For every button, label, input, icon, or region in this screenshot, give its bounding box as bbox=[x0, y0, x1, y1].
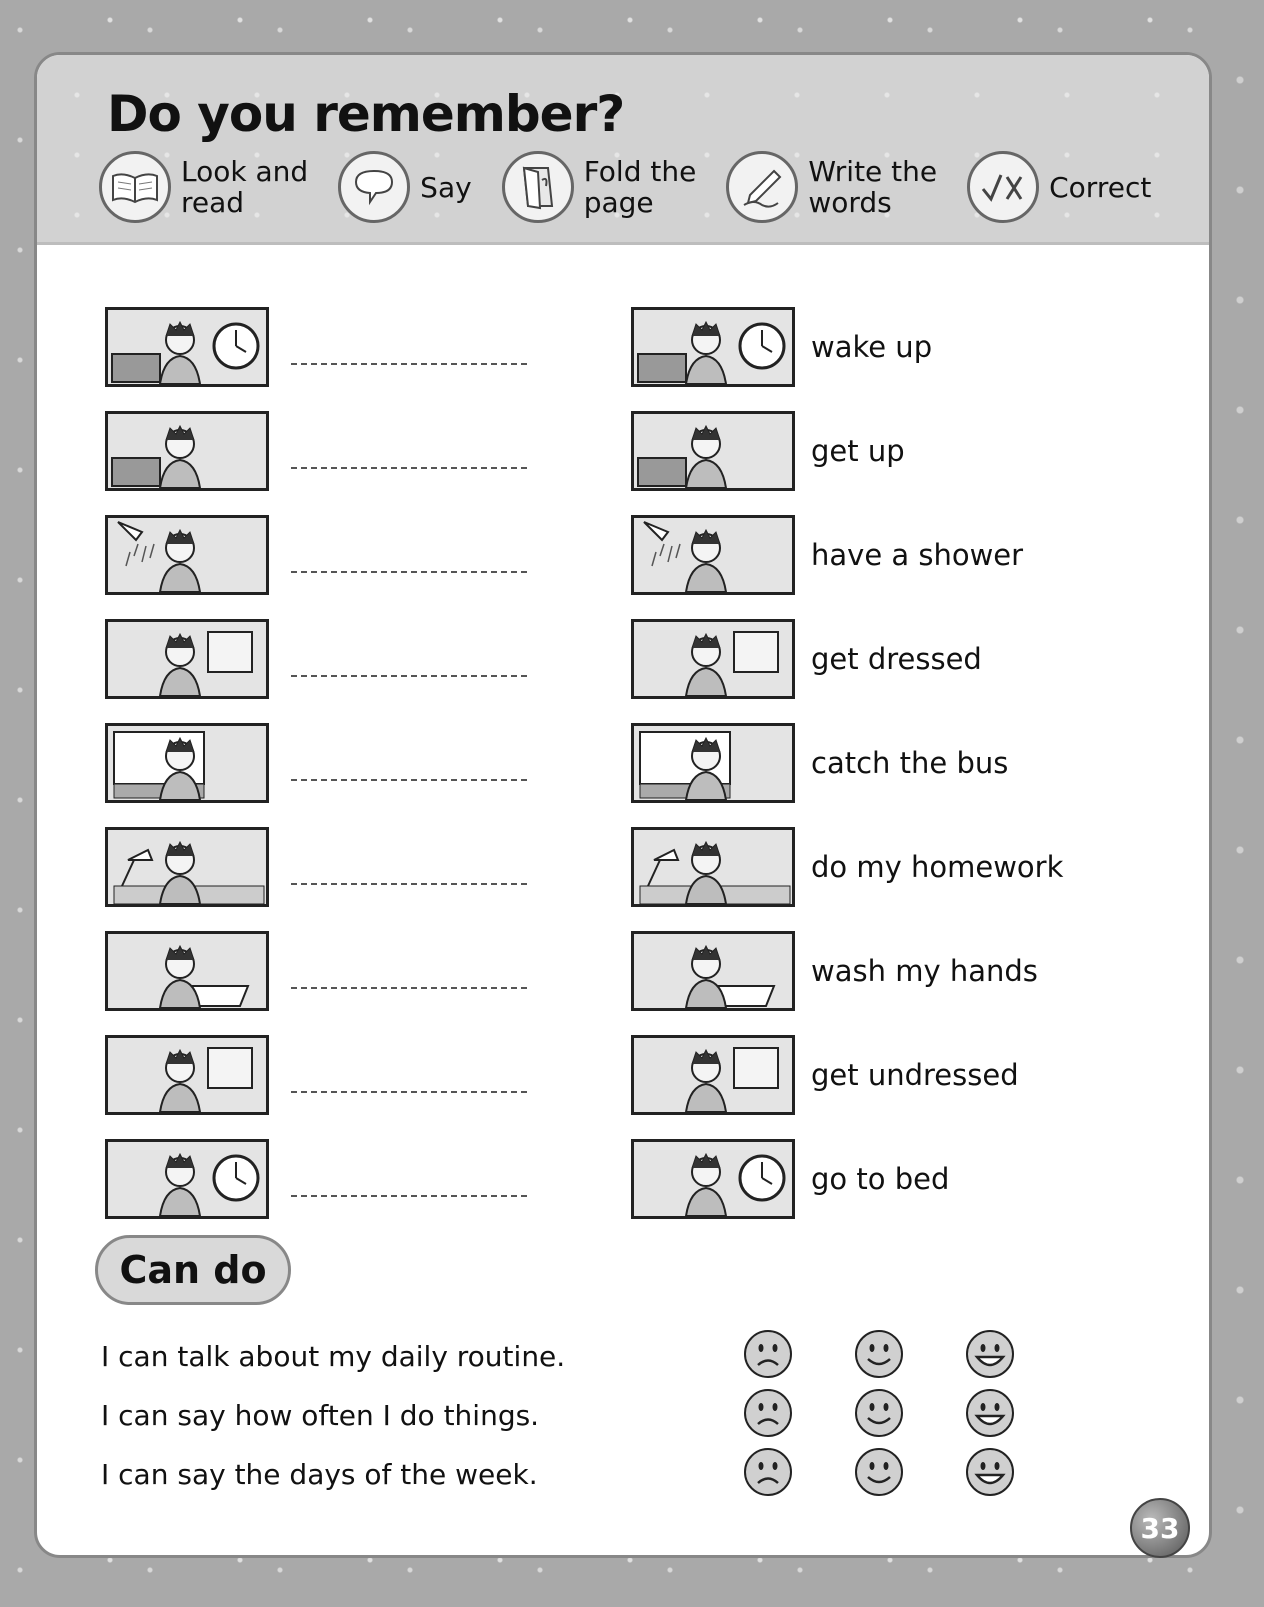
activity-phrase: do my homework bbox=[811, 850, 1064, 884]
write-row bbox=[105, 515, 527, 595]
step-label: Look and read bbox=[181, 155, 309, 219]
answer-row bbox=[631, 307, 932, 387]
activity-picture bbox=[631, 723, 795, 803]
write-row bbox=[105, 931, 527, 1011]
answer-line[interactable] bbox=[291, 571, 527, 573]
activity-phrase: get dressed bbox=[811, 642, 982, 676]
answer-line[interactable] bbox=[291, 675, 527, 677]
can-do-statement bbox=[101, 1445, 1081, 1504]
answer-line[interactable] bbox=[291, 1091, 527, 1093]
step-write-the-words bbox=[726, 151, 937, 223]
activity-picture bbox=[105, 1035, 269, 1115]
answer-line[interactable] bbox=[291, 363, 527, 365]
activity-phrase: get undressed bbox=[811, 1058, 1019, 1092]
answer-line[interactable] bbox=[291, 1195, 527, 1197]
answer-line[interactable] bbox=[291, 883, 527, 885]
smiling-face-icon[interactable] bbox=[854, 1329, 904, 1379]
fold-page-icon bbox=[502, 151, 574, 223]
page-number: 33 bbox=[1130, 1498, 1190, 1558]
step-label: Correct bbox=[1049, 170, 1152, 204]
can-do-text: I can say how often I do things. bbox=[101, 1399, 540, 1432]
activity-phrase: wake up bbox=[811, 330, 933, 364]
activity-picture bbox=[631, 931, 795, 1011]
activity-picture bbox=[105, 827, 269, 907]
activity-picture bbox=[105, 411, 269, 491]
answer-row bbox=[631, 619, 982, 699]
can-do-statement bbox=[101, 1327, 1081, 1386]
activity-picture bbox=[105, 931, 269, 1011]
write-row bbox=[105, 723, 527, 803]
answer-row bbox=[631, 723, 1008, 803]
smiling-face-icon[interactable] bbox=[854, 1447, 904, 1497]
activity-phrase: wash my hands bbox=[811, 954, 1038, 988]
write-row bbox=[105, 1139, 527, 1219]
tick-cross-icon bbox=[967, 151, 1039, 223]
can-do-text: I can say the days of the week. bbox=[101, 1458, 538, 1491]
step-say bbox=[338, 151, 472, 223]
answer-row bbox=[631, 515, 1023, 595]
page-title: Do you remember? bbox=[107, 85, 625, 143]
sad-face-icon[interactable] bbox=[743, 1329, 793, 1379]
step-fold-the-page bbox=[502, 151, 697, 223]
activity-picture bbox=[105, 723, 269, 803]
answer-row bbox=[631, 411, 905, 491]
write-row bbox=[105, 1035, 527, 1115]
open-book-icon bbox=[99, 151, 171, 223]
speech-bubble-icon bbox=[338, 151, 410, 223]
step-label: Say bbox=[420, 170, 472, 204]
pen-icon bbox=[726, 151, 798, 223]
self-assessment-faces bbox=[743, 1329, 1076, 1379]
step-look-and-read bbox=[99, 151, 308, 223]
answer-line[interactable] bbox=[291, 779, 527, 781]
activity-phrase: have a shower bbox=[811, 538, 1024, 572]
step-label: Write the words bbox=[808, 155, 938, 219]
instruction-steps bbox=[99, 151, 1181, 223]
worksheet-page bbox=[34, 52, 1212, 1558]
big-smile-face-icon[interactable] bbox=[965, 1329, 1015, 1379]
activity-phrase: catch the bus bbox=[811, 746, 1009, 780]
answer-row bbox=[631, 1035, 1019, 1115]
activity-phrase: get up bbox=[811, 434, 905, 468]
write-row bbox=[105, 411, 527, 491]
sad-face-icon[interactable] bbox=[743, 1388, 793, 1438]
answer-row bbox=[631, 1139, 949, 1219]
step-correct bbox=[967, 151, 1151, 223]
write-row bbox=[105, 307, 527, 387]
header-band bbox=[37, 55, 1209, 245]
activity-picture bbox=[631, 619, 795, 699]
big-smile-face-icon[interactable] bbox=[965, 1447, 1015, 1497]
self-assessment-faces bbox=[743, 1447, 1076, 1497]
answer-row bbox=[631, 827, 1063, 907]
big-smile-face-icon[interactable] bbox=[965, 1388, 1015, 1438]
can-do-text: I can talk about my daily routine. bbox=[101, 1340, 566, 1373]
activity-picture bbox=[631, 1035, 795, 1115]
activity-picture bbox=[105, 1139, 269, 1219]
activity-picture bbox=[631, 307, 795, 387]
answer-row bbox=[631, 931, 1038, 1011]
activity-picture bbox=[631, 515, 795, 595]
activity-picture bbox=[631, 411, 795, 491]
activity-phrase: go to bed bbox=[811, 1162, 950, 1196]
answer-line[interactable] bbox=[291, 467, 527, 469]
self-assessment-faces bbox=[743, 1388, 1076, 1438]
can-do-badge: Can do bbox=[95, 1235, 291, 1305]
can-do-list bbox=[101, 1327, 1081, 1504]
step-label: Fold the page bbox=[583, 155, 697, 219]
write-row bbox=[105, 827, 527, 907]
activity-picture bbox=[631, 827, 795, 907]
write-row bbox=[105, 619, 527, 699]
answer-line[interactable] bbox=[291, 987, 527, 989]
activity-picture bbox=[105, 619, 269, 699]
activity-picture bbox=[631, 1139, 795, 1219]
sad-face-icon[interactable] bbox=[743, 1447, 793, 1497]
activity-picture bbox=[105, 515, 269, 595]
smiling-face-icon[interactable] bbox=[854, 1388, 904, 1438]
can-do-statement bbox=[101, 1386, 1081, 1445]
activity-picture bbox=[105, 307, 269, 387]
